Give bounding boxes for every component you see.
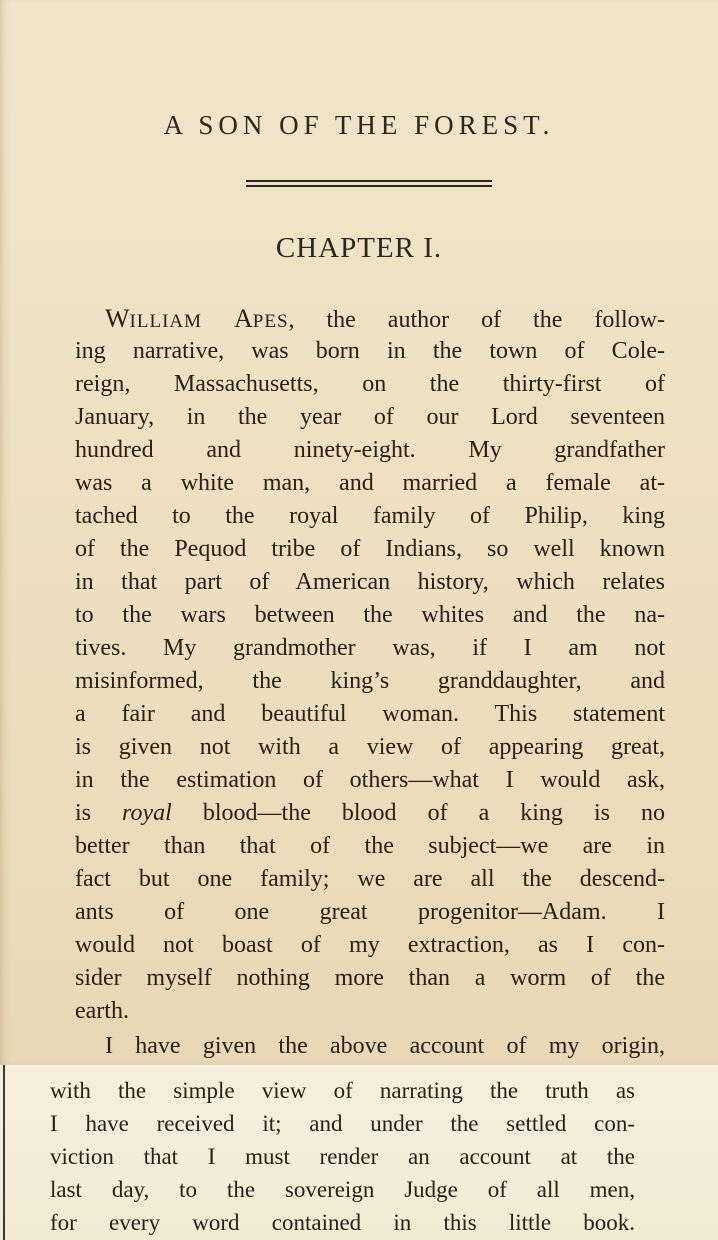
paragraph-2-line: viction that I must render an account at the bbox=[50, 1144, 635, 1169]
paragraph-1-line: reign, Massachusetts, on the thirty-first of bbox=[75, 371, 665, 397]
line-text: is bbox=[75, 800, 123, 826]
italic-word-royal: royal bbox=[122, 800, 172, 826]
paragraph-2-line: last day, to the sovereign Judge of all men, bbox=[50, 1177, 635, 1202]
paragraph-1-line: to the wars between the whites and the na- bbox=[75, 602, 665, 628]
paragraph-1-line: of the Pequod tribe of Indians, so well known bbox=[75, 536, 665, 562]
paragraph-2-line: I have given the above account of my origin, bbox=[105, 1033, 665, 1059]
line-text: , the author of the follow- bbox=[288, 307, 666, 333]
author-first-rest: ILLIAM bbox=[129, 311, 203, 332]
line-text: blood—the blood of a king is no bbox=[171, 800, 665, 826]
paragraph-2-line: for every word contained in this little book. bbox=[50, 1210, 635, 1235]
paragraph-1-line: January, in the year of our Lord seventeen bbox=[75, 404, 665, 430]
author-first-initial: W bbox=[105, 304, 130, 333]
title-rule-bottom bbox=[246, 185, 492, 187]
paragraph-1-line: fact but one family; we are all the descend- bbox=[75, 866, 665, 892]
author-last-rest: PES bbox=[252, 311, 289, 332]
paragraph-1-line: in that part of American history, which relates bbox=[75, 569, 665, 595]
paragraph-1-line: is given not with a view of appearing great, bbox=[75, 734, 665, 760]
paragraph-1-line: sider myself nothing more than a worm of the bbox=[75, 965, 665, 991]
paragraph-1-line: a fair and beautiful woman. This statement bbox=[75, 701, 665, 727]
paragraph-1-line: ing narrative, was born in the town of Cole- bbox=[75, 338, 665, 364]
paragraph-2-line: with the simple view of narrating the truth as bbox=[50, 1078, 635, 1103]
paragraph-1-line: would not boast of my extraction, as I con- bbox=[75, 932, 665, 958]
paragraph-1-line: hundred and ninety-eight. My grandfather bbox=[75, 437, 665, 463]
paragraph-1-line bbox=[75, 797, 665, 830]
author-last-initial: A bbox=[234, 304, 253, 333]
paragraph-1-line bbox=[105, 302, 665, 338]
paragraph-1-line: ants of one great progenitor—Adam. I bbox=[75, 899, 665, 925]
paragraph-1-line: misinformed, the king’s granddaughter, and bbox=[75, 668, 665, 694]
paragraph-1-line: was a white man, and married a female at- bbox=[75, 470, 665, 496]
paragraph-1-last-line: earth. bbox=[75, 998, 129, 1024]
title-rule-top bbox=[246, 180, 492, 182]
paragraph-1-line: in the estimation of others—what I would ask, bbox=[75, 767, 665, 793]
chapter-title: CHAPTER I. bbox=[275, 232, 443, 264]
running-head: A SON OF THE FOREST. bbox=[163, 110, 555, 140]
paragraph-1-line: better than that of the subject—we are in bbox=[75, 833, 665, 859]
paragraph-1-line: tives. My grandmother was, if I am not bbox=[75, 635, 665, 661]
paragraph-1-line: tached to the royal family of Philip, king bbox=[75, 503, 665, 529]
paragraph-2-line: I have received it; and under the settled con- bbox=[50, 1111, 635, 1136]
